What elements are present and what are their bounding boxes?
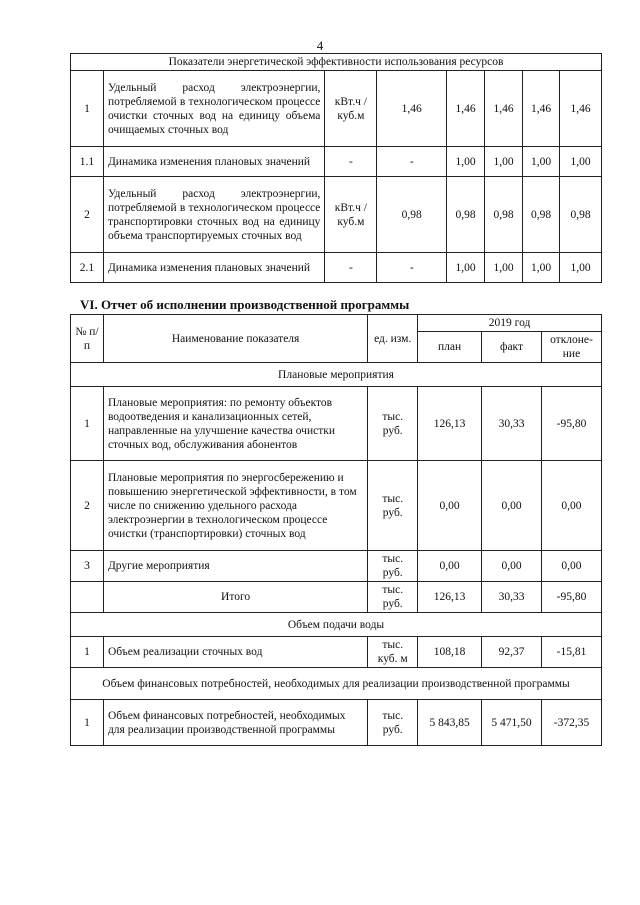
plan-cell: 0,00 (418, 551, 482, 582)
fact-cell: 92,37 (482, 637, 542, 668)
unit-cell: тыс. руб. (368, 551, 418, 582)
value-cell: - (377, 147, 447, 177)
fact-cell: 0,00 (482, 461, 542, 551)
deviation-cell: 0,00 (541, 551, 601, 582)
unit-cell: тыс. куб. м (368, 637, 418, 668)
section-title: VI. Отчет об исполнении производственной программы (80, 297, 410, 312)
unit-cell: кВт.ч / куб.м (325, 71, 377, 147)
plan-cell: 126,13 (418, 582, 482, 613)
indicator-name: Другие мероприятия (103, 551, 367, 582)
value-cell: 1,00 (447, 253, 485, 283)
row-number: 1.1 (71, 147, 104, 177)
deviation-cell: -15,81 (541, 637, 601, 668)
total-number-empty (71, 582, 104, 613)
header-plan: план (418, 332, 482, 363)
row-number: 2 (71, 461, 104, 551)
indicator-name: Удельный расход электроэнергии, потребляемой в технологическом процессе транспортировки сточных вод на единицу объема транспортируемых сточных вод (103, 177, 324, 253)
group-title: Плановые мероприятия (71, 363, 602, 387)
indicator-name: Объем реализации сточных вод (103, 637, 367, 668)
group-title: Объем подачи воды (71, 613, 602, 637)
indicator-name: Динамика изменения плановых значений (103, 147, 324, 177)
unit-cell: тыс. руб. (368, 387, 418, 461)
unit-cell: тыс. руб. (368, 461, 418, 551)
unit-cell: кВт.ч / куб.м (325, 177, 377, 253)
plan-cell: 5 843,85 (418, 700, 482, 746)
fact-cell: 5 471,50 (482, 700, 542, 746)
value-cell: 1,00 (560, 147, 602, 177)
group-row (71, 668, 602, 700)
unit-cell: тыс. руб. (368, 582, 418, 613)
deviation-cell: -95,80 (541, 387, 601, 461)
value-cell: - (377, 253, 447, 283)
value-cell: 1,46 (523, 71, 560, 147)
energy-efficiency-table (70, 53, 602, 283)
value-cell: 1,00 (523, 147, 560, 177)
unit-cell: - (325, 147, 377, 177)
table-row (71, 177, 602, 253)
value-cell: 0,98 (485, 177, 523, 253)
unit-cell: - (325, 253, 377, 283)
group-title: Объем финансовых потребностей, необходимых для реализации производственной программы (71, 668, 602, 700)
indicator-name: Удельный расход электроэнергии, потребляемой в технологическом процессе очистки сточных вод на единицу объема очищаемых сточных вод (103, 71, 324, 147)
row-number: 1 (71, 700, 104, 746)
header-row (71, 315, 602, 332)
row-number: 1 (71, 387, 104, 461)
table-row (71, 253, 602, 283)
deviation-cell: -372,35 (541, 700, 601, 746)
fact-cell: 30,33 (482, 387, 542, 461)
group-row (71, 613, 602, 637)
table-title-row (71, 54, 602, 71)
table-row (71, 637, 602, 668)
row-number: 2.1 (71, 253, 104, 283)
header-name: Наименование показателя (103, 315, 367, 363)
row-number: 3 (71, 551, 104, 582)
table-row (71, 700, 602, 746)
header-deviation: отклоне-ние (541, 332, 601, 363)
header-unit: ед. изм. (368, 315, 418, 363)
group-row (71, 363, 602, 387)
value-cell: 0,98 (447, 177, 485, 253)
plan-cell: 0,00 (418, 461, 482, 551)
deviation-cell: 0,00 (541, 461, 601, 551)
total-row (71, 582, 602, 613)
deviation-cell: -95,80 (541, 582, 601, 613)
program-report-table (70, 314, 602, 746)
value-cell: 0,98 (377, 177, 447, 253)
table-row (71, 147, 602, 177)
indicator-name: Плановые мероприятия: по ремонту объектов водоотведения и канализационных сетей, направленные на улучшение качества очистки сточных вод, обслуживания абонентов (103, 387, 367, 461)
plan-cell: 108,18 (418, 637, 482, 668)
value-cell: 1,46 (560, 71, 602, 147)
unit-cell: тыс. руб. (368, 700, 418, 746)
value-cell: 1,00 (485, 147, 523, 177)
value-cell: 1,46 (447, 71, 485, 147)
header-number: № п/п (71, 315, 104, 363)
plan-cell: 126,13 (418, 387, 482, 461)
value-cell: 0,98 (560, 177, 602, 253)
header-year: 2019 год (418, 315, 602, 332)
page-number: 4 (316, 38, 324, 53)
indicator-name: Объем финансовых потребностей, необходимых для реализации производственной программы (103, 700, 367, 746)
table-title: Показатели энергетической эффективности использования ресурсов (71, 54, 602, 71)
fact-cell: 0,00 (482, 551, 542, 582)
value-cell: 1,00 (485, 253, 523, 283)
row-number: 1 (71, 71, 104, 147)
indicator-name: Плановые мероприятия по энергосбережению и повышению энергетической эффективности, в том числе по снижению удельного расхода электроэнергии в технологическом процессе очистки (транспортировки) сточных вод (103, 461, 367, 551)
header-fact: факт (482, 332, 542, 363)
table-row (71, 71, 602, 147)
value-cell: 1,46 (377, 71, 447, 147)
indicator-name: Динамика изменения плановых значений (103, 253, 324, 283)
row-number: 2 (71, 177, 104, 253)
row-number: 1 (71, 637, 104, 668)
total-label: Итого (103, 582, 367, 613)
value-cell: 0,98 (523, 177, 560, 253)
table-row (71, 461, 602, 551)
table-row (71, 387, 602, 461)
fact-cell: 30,33 (482, 582, 542, 613)
value-cell: 1,00 (560, 253, 602, 283)
value-cell: 1,00 (523, 253, 560, 283)
table-row (71, 551, 602, 582)
value-cell: 1,46 (485, 71, 523, 147)
value-cell: 1,00 (447, 147, 485, 177)
